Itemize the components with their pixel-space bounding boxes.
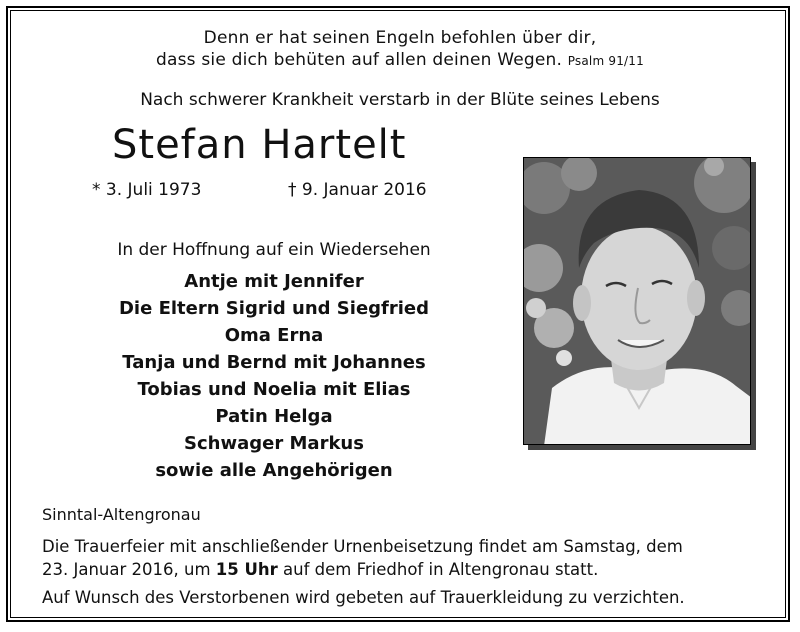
mourner-item: Die Eltern Sigrid und Siegfried	[118, 298, 430, 319]
mourner-item: Tanja und Bernd mit Johannes	[122, 352, 426, 373]
mourner-item: Schwager Markus	[184, 433, 364, 454]
mourner-item: Patin Helga	[215, 406, 333, 427]
verse-line-2-text: dass sie dich behüten auf allen deinen Wegen.	[156, 50, 563, 70]
hope-line: In der Hoffnung auf ein Wiedersehen	[117, 240, 431, 260]
service-line-3: Auf Wunsch des Verstorbenen wird gebeten auf Trauerkleidung zu verzichten.	[42, 588, 685, 607]
deceased-name: Stefan Hartelt	[112, 122, 407, 168]
mourner-item: Tobias und Noelia mit Elias	[137, 379, 411, 400]
service-time: 15 Uhr	[215, 560, 278, 579]
mourner-item: sowie alle Angehörigen	[155, 460, 393, 481]
mourner-list	[0, 268, 548, 484]
birth-date: * 3. Juli 1973	[92, 180, 202, 200]
death-date: † 9. Januar 2016	[288, 180, 427, 200]
verse-line-1: Denn er hat seinen Engeln befohlen über dir,	[203, 28, 597, 48]
verse-line-2	[0, 50, 800, 70]
service-line-1: Die Trauerfeier mit anschließender Urnenbeisetzung findet am Samstag, dem	[42, 537, 683, 556]
portrait-illustration	[524, 158, 751, 445]
service-date: 23. Januar 2016, um	[42, 560, 211, 579]
mourner-item: Oma Erna	[224, 325, 324, 346]
service-line-2	[42, 560, 598, 579]
psalm-reference: Psalm 91/11	[567, 54, 644, 68]
mourner-item: Antje mit Jennifer	[184, 271, 364, 292]
portrait-photo	[523, 157, 751, 445]
intro-line: Nach schwerer Krankheit verstarb in der Blüte seines Lebens	[140, 90, 660, 110]
place-name: Sinntal-Altengronau	[42, 505, 201, 524]
service-location: auf dem Friedhof in Altengronau statt.	[283, 560, 599, 579]
